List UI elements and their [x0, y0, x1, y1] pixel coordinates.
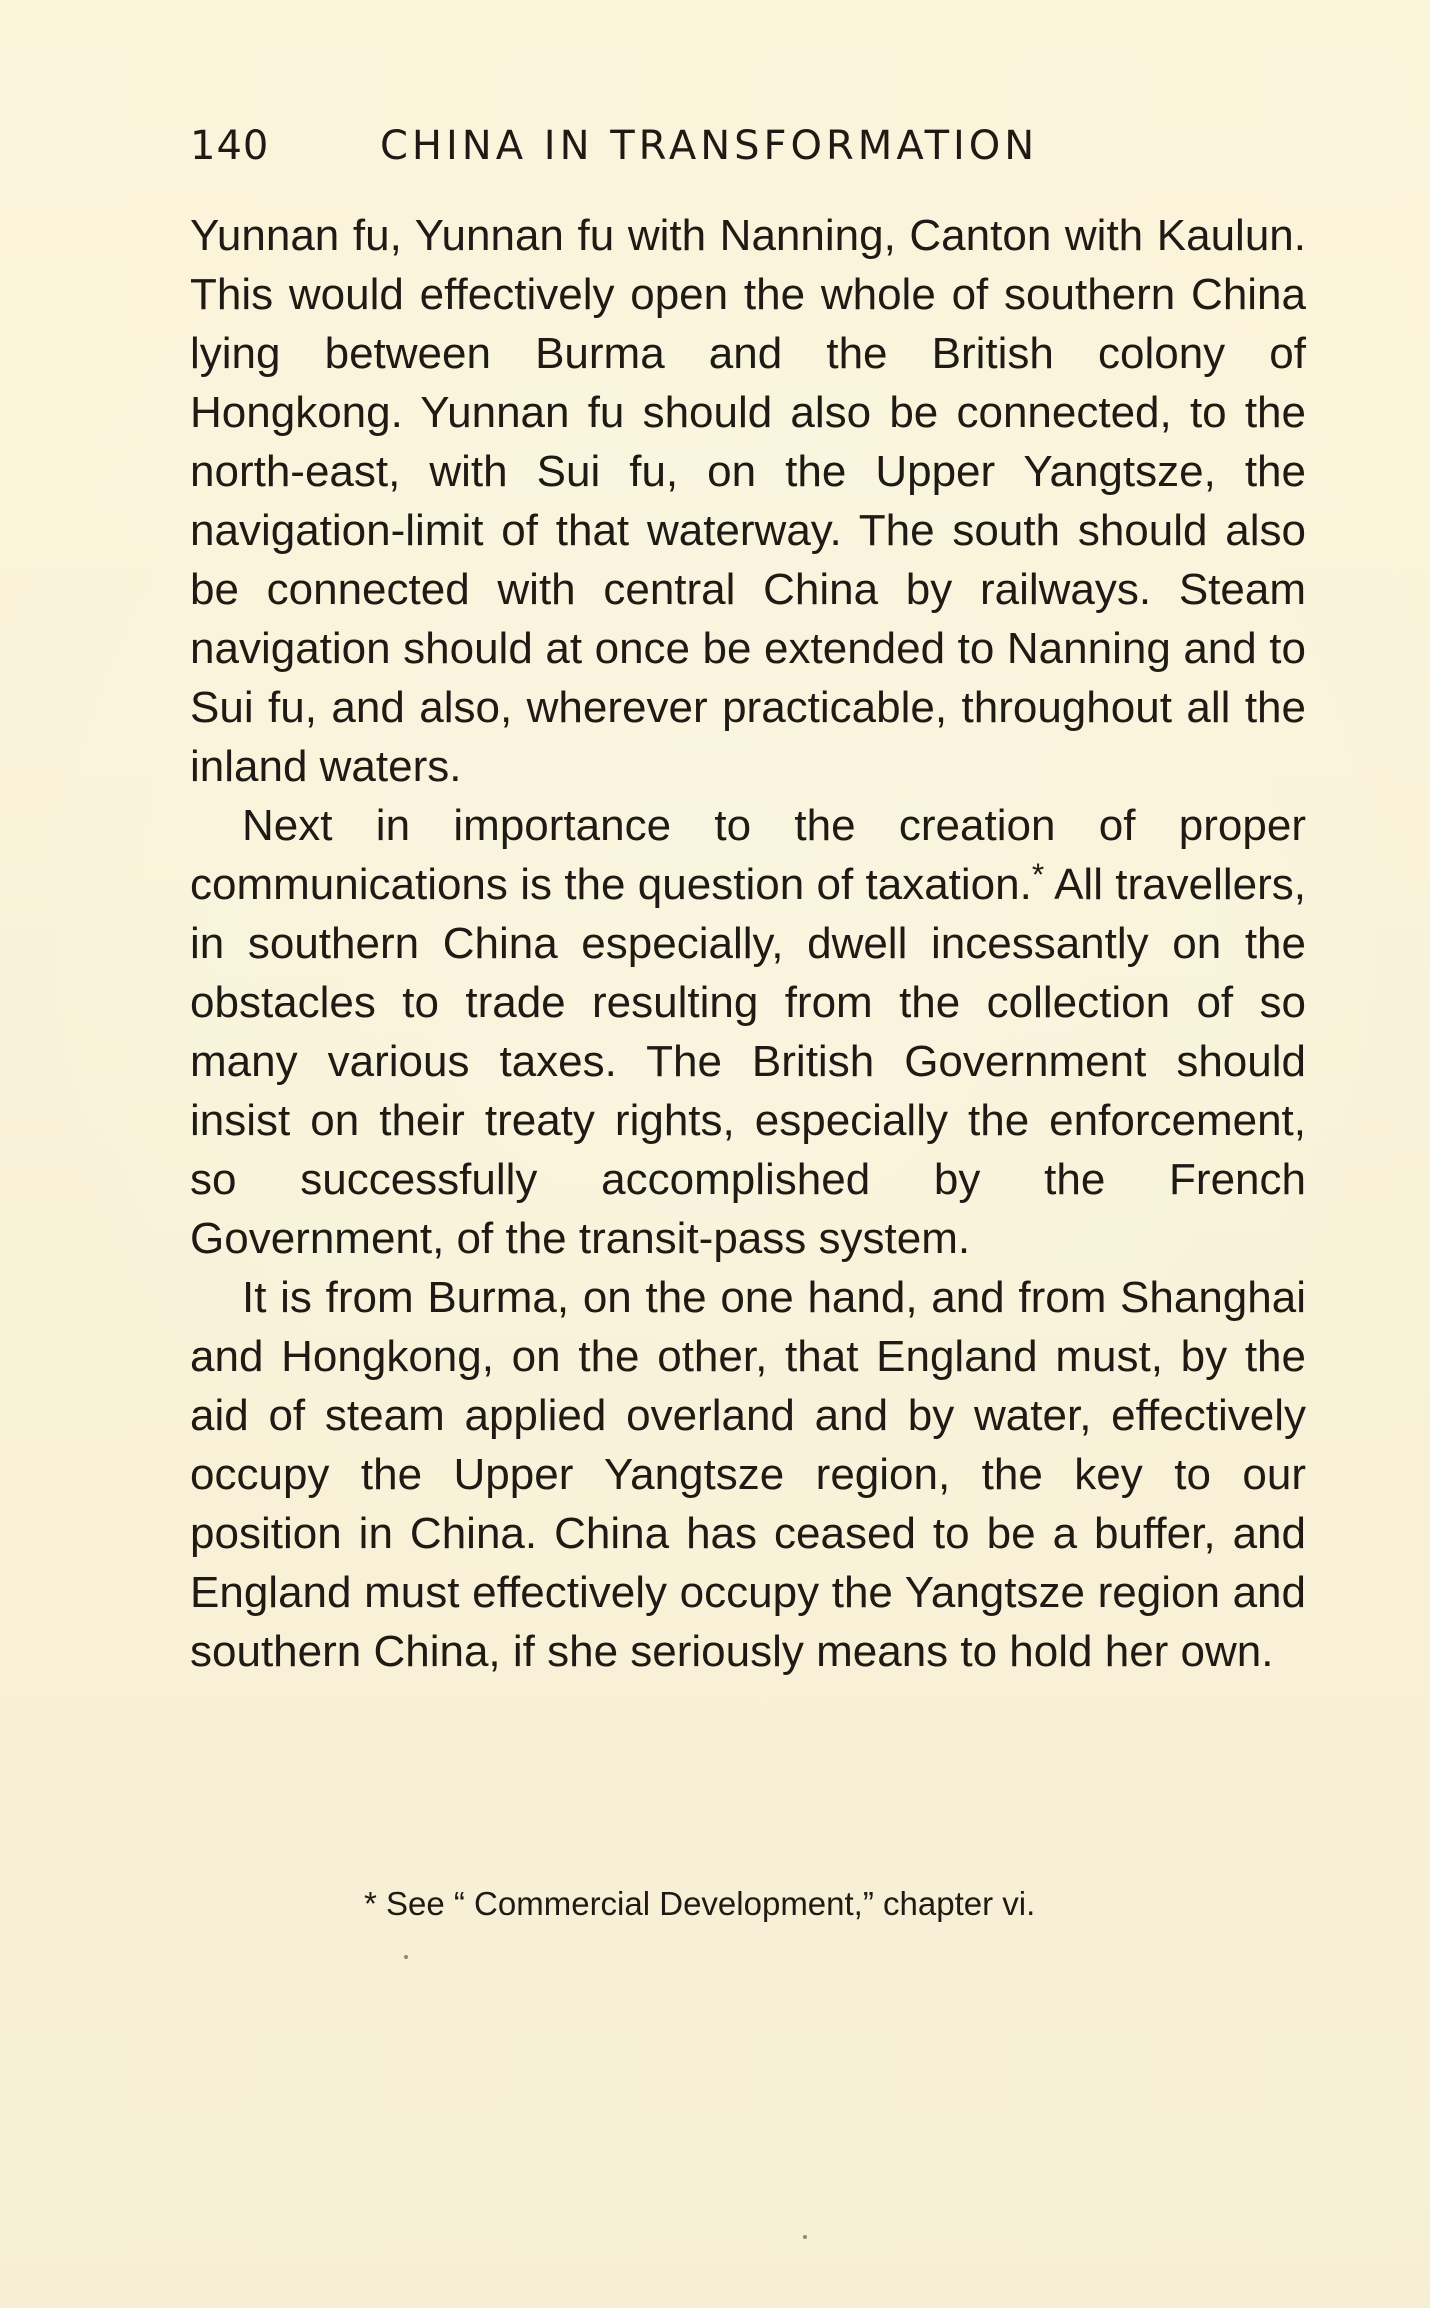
page-body: [190, 206, 1306, 1681]
paragraph-2-text-after: All travellers, in southern China especially, dwell incessantly on the obstacles to trade resulting from the collection of so many various taxes. The British Government should insist on their treaty rights, especially the enforcement, so successfully accomplished by the French Government, of the transit-pass system.: [190, 860, 1307, 1263]
footnote-reference-mark: *: [1031, 855, 1045, 892]
paragraph-2-text-before: Next in importance to the creation of proper communications is the question of taxation.: [190, 801, 1306, 909]
paragraph-2: [190, 796, 1306, 1268]
running-head: CHINA IN TRANSFORMATION: [380, 123, 1039, 169]
page-header: [190, 120, 1180, 172]
page-number: 140: [190, 123, 270, 169]
paragraph-1: Yunnan fu, Yunnan fu with Nanning, Canton with Kaulun. This would effectively open the whole of southern China lying between Burma and the British colony of Hongkong. Yunnan fu should also be connected, to the north-east, with Sui fu, on the Upper Yangtsze, the navigation-limit of that waterway. The south should also be connected with central China by railways. Steam navigation should at once be extended to Nanning and to Sui fu, and also, wherever practicable, throughout all the inland waters.: [190, 211, 1306, 791]
page-speck-1: [404, 1955, 408, 1959]
footnote: * See “ Commercial Development,” chapter vi.: [364, 1885, 1036, 1922]
paragraph-3: It is from Burma, on the one hand, and from Shanghai and Hongkong, on the other, that England must, by the aid of steam applied overland and by water, effectively occupy the Upper Yangtsze region, the key to our position in China. China has ceased to be a buffer, and England must effectively occupy the Yangtsze region and southern China, if she seriously means to hold her own.: [190, 1273, 1306, 1676]
page-speck-2: [803, 2235, 807, 2239]
